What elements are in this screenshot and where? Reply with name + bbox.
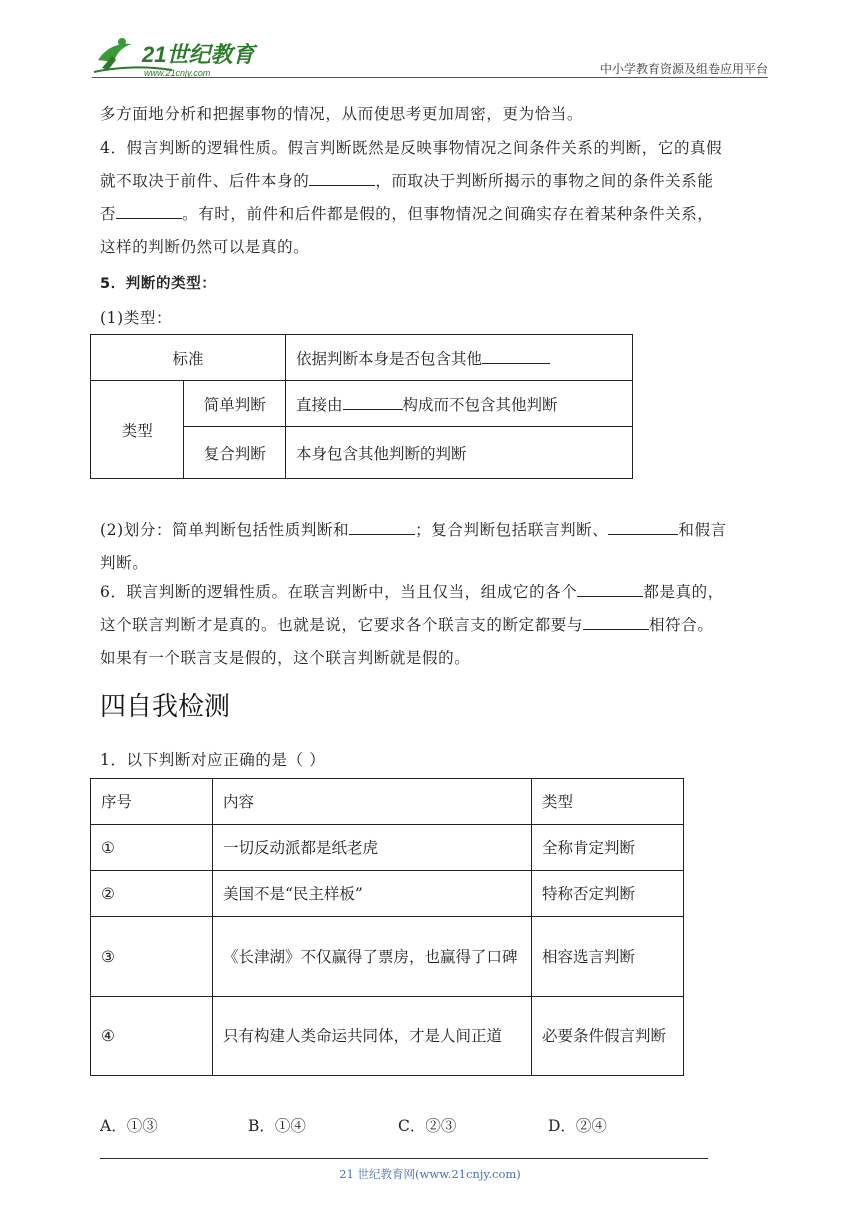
blank bbox=[583, 615, 649, 630]
footer-text: 21 世纪教育网(www.21cnjy.com) bbox=[339, 1167, 521, 1181]
item-5-2-mid: ；复合判断包括联言判断、 bbox=[415, 521, 609, 539]
judgment-type-table bbox=[90, 334, 633, 479]
question-1-stem: 1．以下判断对应正确的是（ ） bbox=[100, 751, 326, 769]
row-content: 只有构建人类命运共同体，才是人间正道 bbox=[213, 997, 532, 1076]
table-row bbox=[91, 825, 684, 871]
item-5-2-line2: 判断。 bbox=[100, 554, 149, 572]
item-5-1-label: (1)类型： bbox=[100, 309, 173, 327]
logo-21cnjy bbox=[92, 34, 262, 78]
blank bbox=[343, 395, 403, 410]
table-row bbox=[91, 997, 684, 1076]
item-5-heading: 5．判断的类型： bbox=[100, 276, 217, 292]
item-4-line3-pre: 否 bbox=[100, 205, 117, 223]
cell-simple-value: 直接由 构成而不包含其他判断 bbox=[286, 381, 633, 427]
item-6-line2-post: 相符合。 bbox=[649, 616, 714, 634]
header-content: 内容 bbox=[213, 779, 532, 825]
row-type: 全称肯定判断 bbox=[532, 825, 684, 871]
item-5-2 bbox=[100, 514, 768, 580]
cell-simple-label: 简单判断 bbox=[184, 381, 286, 427]
platform-name: 中小学教育资源及组卷应用平台 bbox=[599, 62, 768, 76]
item-4-line1: 4．假言判断的逻辑性质。假言判断既然是反映事物情况之间条件关系的判断，它的真假 bbox=[100, 139, 723, 157]
table-row bbox=[91, 871, 684, 917]
section-title: 四自我检测 bbox=[100, 692, 231, 722]
question-1-table bbox=[90, 778, 684, 1076]
cell-standard-value: 依据判断本身是否包含其他 bbox=[286, 335, 633, 381]
blank bbox=[577, 582, 643, 597]
row-type: 特称否定判断 bbox=[532, 871, 684, 917]
logo-url: www.21cnjy.com bbox=[144, 68, 211, 78]
page-header bbox=[92, 30, 768, 82]
row-type: 相容选言判断 bbox=[532, 917, 684, 997]
item-4-line2-post: ，而取决于判断所揭示的事物之间的条件关系能 bbox=[375, 172, 714, 190]
header-type: 类型 bbox=[532, 779, 684, 825]
item-6-line1-post: 都是真的， bbox=[643, 583, 724, 601]
header-divider bbox=[92, 77, 768, 78]
item-6-line1-pre: 6．联言判断的逻辑性质。在联言判断中，当且仅当，组成它的各个 bbox=[100, 583, 578, 601]
cell-compound-label: 复合判断 bbox=[184, 427, 286, 479]
header-number: 序号 bbox=[91, 779, 213, 825]
item-4-line4: 这样的判断仍然可以是真的。 bbox=[100, 238, 310, 256]
blank bbox=[349, 520, 415, 535]
footer-divider bbox=[100, 1158, 708, 1159]
row-number: ③ bbox=[91, 917, 213, 997]
row-content: 一切反动派都是纸老虎 bbox=[213, 825, 532, 871]
option-d[interactable]: D．②④ bbox=[548, 1117, 607, 1135]
row-content: 《长津湖》不仅赢得了票房，也赢得了口碑 bbox=[213, 917, 532, 997]
option-a[interactable]: A．①③ bbox=[100, 1117, 158, 1135]
cell-compound-value: 本身包含其他判断的判断 bbox=[286, 427, 633, 479]
blank bbox=[309, 171, 375, 186]
blank bbox=[482, 349, 550, 364]
cell-standard-label: 标准 bbox=[91, 335, 286, 381]
row-number: ④ bbox=[91, 997, 213, 1076]
blank bbox=[116, 204, 182, 219]
row-number: ① bbox=[91, 825, 213, 871]
row-number: ② bbox=[91, 871, 213, 917]
cell-type-label: 类型 bbox=[91, 381, 184, 479]
logo-title: 21世纪教育 bbox=[142, 42, 255, 67]
item-4 bbox=[100, 132, 768, 264]
option-c[interactable]: C．②③ bbox=[398, 1117, 457, 1135]
paragraph-continued: 多方面地分析和把握事物的情况，从而使思考更加周密，更为恰当。 bbox=[100, 105, 584, 123]
item-4-line3-post: 。有时，前件和后件都是假的，但事物情况之间确实存在着某种条件关系， bbox=[182, 205, 714, 223]
option-b[interactable]: B．①④ bbox=[248, 1117, 306, 1135]
item-6 bbox=[100, 576, 768, 675]
item-5-2-pre: (2)划分：简单判断包括性质判断和 bbox=[100, 521, 350, 539]
item-4-line2-pre: 就不取决于前件、后件本身的 bbox=[100, 172, 310, 190]
item-6-line2-pre: 这个联言判断才是真的。也就是说，它要求各个联言支的断定都要与 bbox=[100, 616, 584, 634]
item-6-line3: 如果有一个联言支是假的，这个联言判断就是假的。 bbox=[100, 649, 471, 667]
item-5-2-post: 和假言 bbox=[678, 521, 727, 539]
blank bbox=[608, 520, 678, 535]
row-type: 必要条件假言判断 bbox=[532, 997, 684, 1076]
row-content: 美国不是“民主样板” bbox=[213, 871, 532, 917]
table-row bbox=[91, 917, 684, 997]
